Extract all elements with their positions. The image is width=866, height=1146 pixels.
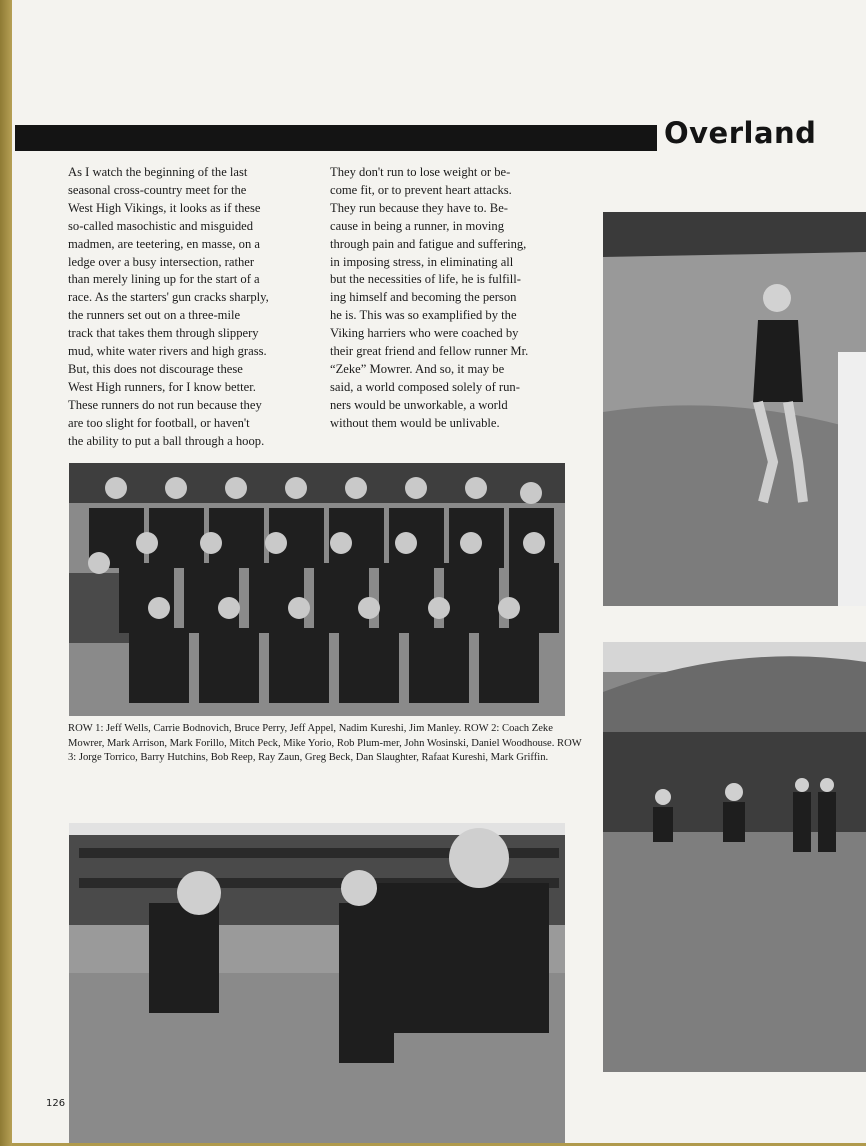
race-photo — [603, 642, 866, 1072]
yearbook-page — [12, 0, 866, 1143]
body-text-column-1: As I watch the beginning of the last seasonal cross-country meet for the West High Vikings, it looks as if these so-called masochistic and misguided madmen, are teetering, en masse, on a ledge over a busy intersection, rather than merely lining up for the start of a race. As the starters' gun cracks sharply, the runners set out on a three-mile track that takes them through slippery mud, white water rivers and high grass. But, this does not discourage these West High runners, for I know better. These runners do not run because they are too slight for football, or haven't the ability to put a ball through a hoop. — [68, 165, 269, 448]
team-photo-caption: ROW 1: Jeff Wells, Carrie Bodnovich, Bruce Perry, Jeff Appel, Nadim Kureshi, Jim Manley. ROW 2: Coach Zeke Mowrer, Mark Arrison, Mark Forillo, Mitch Peck, Mike Yorio, Rob Plum-mer, John Wosinski, Daniel Woodhouse. ROW 3: Jorge Torrico, Barry Hutchins, Bob Reep, Ray Zaun, Greg Beck, Dan Slaughter, Rafaat Kureshi, Mark Griffin. — [68, 723, 582, 763]
title-bar — [15, 125, 657, 151]
book-spine-edge — [0, 0, 12, 1146]
page-number: 126 — [46, 1098, 66, 1109]
section-title: Overland — [664, 116, 817, 150]
finish-line-photo — [69, 823, 565, 1143]
body-text-column-2: They don't run to lose weight or be- come fit, or to prevent heart attacks. They run because they have to. Be- cause in being a runner, in moving through pain and fatigue and suffering, in imposing stress, in eliminating all but the necessities of life, he is fulfill- ing himself and becoming the person he is. This was so examplified by the Viking harriers who were coached by their great friend and fellow runner Mr. “Zeke” Mowrer. And so, it may be said, a world composed solely of run- ners would be unworkable, a world without them would be unlivable. — [330, 165, 529, 430]
team-photo — [69, 463, 565, 716]
runner-photo — [603, 212, 866, 606]
